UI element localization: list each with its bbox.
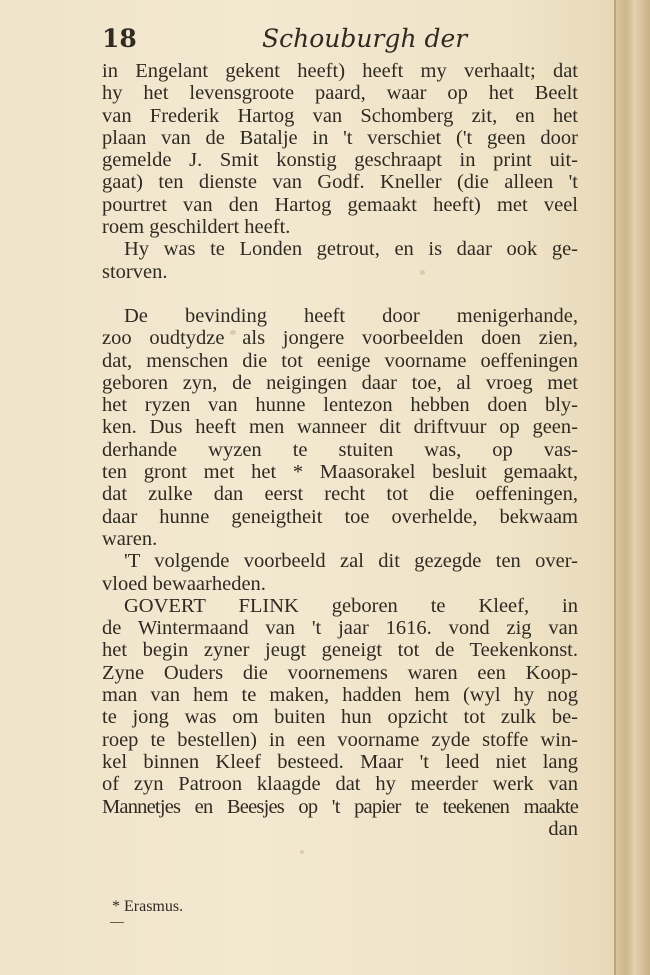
text-line: gaat) ten dienste van Godf. Kneller (die alleen 't	[102, 171, 578, 194]
running-title: Schouburgh der	[262, 24, 468, 53]
text-line: te jong was om buiten hun opzicht tot zulk be-	[102, 706, 578, 729]
text-line: de Wintermaand van 't jaar 1616. vond zig van	[102, 617, 578, 640]
catchword: dan	[548, 817, 578, 840]
text-line: ken. Dus heeft men wanneer dit driftvuur op geen-	[102, 416, 578, 439]
text-line: man van hem te maken, hadden hem (wyl hy nog	[102, 684, 578, 707]
text-line: het ryzen van hunne lentezon hebben doen bly-	[102, 394, 578, 417]
text-line: in Engelant gekent heeft) heeft my verhaalt; dat	[102, 60, 578, 82]
text-line: vloed bewaarheden.	[102, 572, 266, 595]
footnote: * Erasmus.	[112, 898, 184, 915]
paper-speck	[300, 850, 304, 854]
text-line: Zyne Ouders die voornemens waren een Koop-	[102, 661, 578, 684]
text-line: hy het levensgroote paard, waar op het Beelt	[102, 82, 578, 105]
text-line: daar hunne geneigtheit toe overhelde, bekwaam	[102, 505, 578, 528]
text-line: geboren zyn, de neigingen daar toe, al vroeg met	[102, 371, 578, 394]
text-line: Hy was te Londen getrout, en is daar ook ge-	[124, 238, 578, 261]
text-line: kel binnen Kleef besteed. Maar 't leed niet lang	[102, 750, 578, 773]
text-line: roep te bestellen) in een voorname zyde stoffe win-	[102, 728, 578, 751]
text-line: plaan van de Batalje in 't verschiet ('t geen door	[102, 126, 578, 149]
text-line: dat zulke dan eerst recht tot die oeffeningen,	[102, 483, 578, 506]
text-line: zoo oudtydze als jongere voorbeelden doen zien,	[102, 327, 578, 350]
text-line: De bevinding heeft door menigerhande,	[124, 304, 578, 327]
text-line: dat, menschen die tot eenige voorname oeffeningen	[102, 349, 578, 372]
text-line: ten gront met het * Maasorakel besluit gemaakt,	[102, 461, 578, 484]
text-line: gemelde J. Smit konstig geschraapt in print uit-	[102, 149, 578, 172]
text-line: waren.	[102, 527, 158, 550]
text-line: GOVERT FLINK geboren te Kleef, in	[124, 594, 578, 617]
page-number: 18	[102, 24, 137, 53]
text-line: het begin zyner jeugt geneigt tot de Teekenkonst.	[102, 639, 578, 662]
footnote-mark	[110, 922, 124, 923]
text-line: 'T volgende voorbeeld zal dit gezegde ten over-	[124, 550, 578, 573]
text-line: pourtret van den Hartog gemaakt heeft) met veel	[102, 193, 578, 216]
paragraph-gap	[102, 283, 578, 305]
running-header	[102, 22, 582, 56]
text-line: roem geschildert heeft.	[102, 216, 291, 239]
text-line: van Frederik Hartog van Schomberg zit, en het	[102, 104, 578, 127]
text-line: of zyn Patroon klaagde dat hy meerder werk van	[102, 773, 578, 796]
text-line: derhande wyzen te stuiten was, op vas-	[102, 438, 578, 461]
text-line: Mannetjes en Beesjes op 't papier te teekenen maakte	[102, 795, 578, 818]
page-edge	[614, 0, 650, 975]
body-text	[102, 60, 578, 840]
text-line: storven.	[102, 260, 168, 283]
